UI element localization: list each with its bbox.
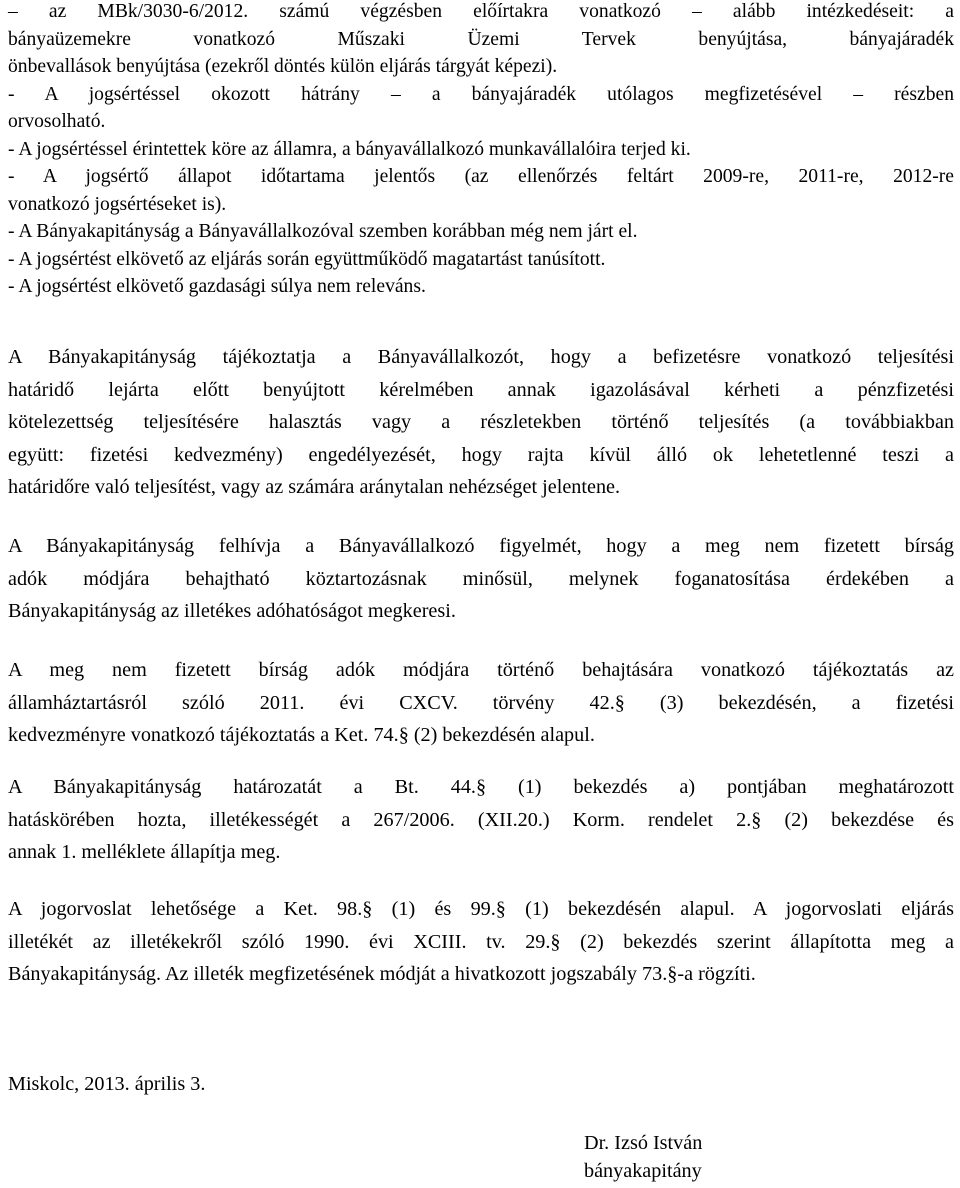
list-item: - A jogsértéssel érintettek köre az államra, a bányavállalkozó munkavállalóira terjed ki. — [8, 138, 691, 160]
list-item: - A jogsértéssel okozott hátrány – a bányajáradék utólagos megfizetésével – részben — [8, 83, 954, 105]
list-item: - A Bányakapitányság a Bányavállalkozóval szemben korábban még nem járt el. — [8, 221, 638, 242]
paragraph-line: együtt: fizetési kedvezmény) engedélyezését, hogy rajta kívül álló ok lehetetlenné teszi a — [8, 443, 954, 466]
paragraph-appeal — [8, 893, 954, 991]
list-line: vonatkozó jogsértéseket is). — [8, 193, 227, 215]
paragraph-line: annak 1. melléklete állapítja meg. — [8, 841, 281, 863]
paragraph-payment-info — [8, 341, 954, 504]
paragraph-line: határidőre való teljesítést, vagy az számára aránytalan nehézséget jelentene. — [8, 476, 621, 498]
paragraph-line: illetékét az illetékekről szóló 1990. évi XCIII. tv. 29.§ (2) bekezdés szerint állapította meg a — [8, 930, 954, 953]
circumstances-list — [8, 0, 954, 301]
paragraph-jurisdiction — [8, 771, 954, 869]
paragraph-line: Bányakapitányság. Az illeték megfizetésének módját a hivatkozott jogszabály 73.§-a rögzíti. — [8, 963, 756, 985]
paragraph-line: A jogorvoslat lehetősége a Ket. 98.§ (1) és 99.§ (1) bekezdésén alapul. A jogorvoslati eljárás — [8, 898, 954, 920]
paragraph-line: A Bányakapitányság tájékoztatja a Bányavállalkozót, hogy a befizetésre vonatkozó teljesítési — [8, 346, 954, 368]
list-line: – az MBk/3030-6/2012. számú végzésben előírtakra vonatkozó – alább intézkedéseit: a — [8, 1, 954, 22]
signatory-title: bányakapitány — [584, 1160, 702, 1182]
list-line: orvosolható. — [8, 111, 106, 132]
list-item: - A jogsértést elkövető az eljárás során együttműködő magatartást tanúsított. — [8, 248, 606, 270]
paragraph-line: államháztartásról szóló 2011. évi CXCV. törvény 42.§ (3) bekezdésén, a fizetési — [8, 691, 954, 714]
paragraph-line: adók módjára behajtható köztartozásnak minősül, melynek foganatosítása érdekében a — [8, 567, 954, 590]
paragraph-line: kötelezettség teljesítésére halasztás vagy a részletekben történő teljesítés (a továbbiakban — [8, 411, 954, 433]
paragraph-line: Bányakapitányság az illetékes adóhatóságot megkeresi. — [8, 600, 456, 622]
paragraph-line: hatáskörében hozta, illetékességét a 267/2006. (XII.20.) Korm. rendelet 2.§ (2) bekezdése és — [8, 808, 954, 831]
list-item: - A jogsértést elkövető gazdasági súlya nem releváns. — [8, 276, 426, 297]
paragraph-line: A Bányakapitányság határozatát a Bt. 44.§ (1) bekezdés a) pontjában meghatározott — [8, 776, 954, 798]
paragraph-line: határidő lejárta előtt benyújtott kérelmében annak igazolásával kérheti a pénzfizetési — [8, 378, 954, 401]
list-item: - A jogsértő állapot időtartama jelentős (az ellenőrzés feltárt 2009-re, 2011-re, 2012-re — [8, 166, 954, 187]
paragraph-enforcement — [8, 530, 954, 628]
list-line: bányaüzemekre vonatkozó Műszaki Üzemi Tervek benyújtása, bányajáradék — [8, 28, 954, 50]
paragraph-legal-basis — [8, 654, 954, 752]
paragraph-line: kedvezményre vonatkozó tájékoztatás a Ket. 74.§ (2) bekezdésén alapul. — [8, 724, 595, 746]
list-line: önbevallások benyújtása (ezekről döntés külön eljárás tárgyát képezi). — [8, 56, 558, 77]
paragraph-line: A meg nem fizetett bírság adók módjára történő behajtására vonatkozó tájékoztatás az — [8, 659, 954, 681]
signatory-name: Dr. Izsó István — [584, 1132, 703, 1154]
paragraph-line: A Bányakapitányság felhívja a Bányavállalkozó figyelmét, hogy a meg nem fizetett bírság — [8, 535, 954, 557]
place-date: Miskolc, 2013. április 3. — [8, 1073, 206, 1095]
